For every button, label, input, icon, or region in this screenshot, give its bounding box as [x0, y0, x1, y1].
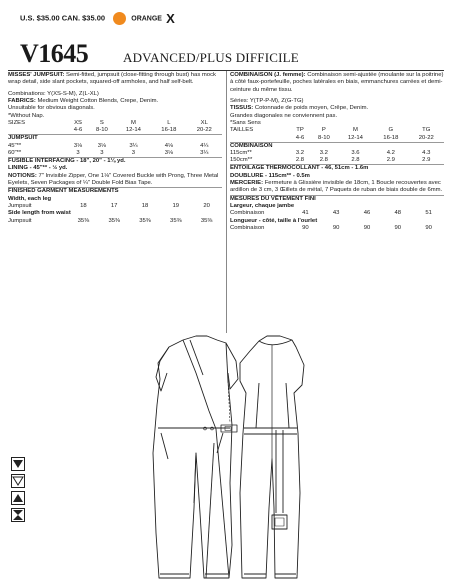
table-row: Combinaison 41 43 46 48 51 — [230, 210, 432, 217]
french-column — [230, 72, 444, 232]
notions-fr: MERCERIE: Fermeture à Glissière invisible de 18cm, 1 Boucle recouvertes avec ardillon de 3 cm, 3 Œillets de métal, 7 Paquets de ruban de biais double de 6mm. — [230, 180, 443, 194]
one-way-icon — [11, 491, 25, 505]
description-en: MISSES' JUMPSUIT: Semi-fitted, jumpsuit (close-fitting through bust) has mock wrap detail, side slant pockets, squared-off armholes, and half self-belt. — [8, 72, 216, 86]
table-row: Jumpsuit 35⅜ 35⅜ 35⅜ 35⅜ 35⅜ — [8, 217, 213, 224]
combinations-fr: Séries: Y(TP-P-M), Z(G-TG) — [230, 98, 304, 105]
jumpsuit-heading-row: COMBINAISON — [230, 142, 273, 149]
lining-fr: DOUBLURE - 115cm** - 0.5m — [230, 172, 310, 179]
interfacing-en: FUSIBLE INTERFACING - 18", 20" - 1⅛ yd. — [8, 157, 222, 165]
fabric-symbols — [11, 457, 25, 525]
sizes-numbers-row: 4-6 8-10 12-14 16-18 20-22 — [8, 127, 222, 135]
back-view-drawing — [240, 336, 304, 578]
width-table-fr — [230, 210, 444, 217]
price-line — [20, 11, 175, 26]
width-heading-en: Width, each leg — [8, 195, 52, 202]
pattern-number: V1645 — [20, 39, 89, 68]
price-text: U.S. $35.00 CAN. $35.00 — [20, 13, 106, 23]
finished-heading-fr: MESURES DU VÊTEMENT FINI — [230, 195, 444, 203]
table-row: 115cm** 3.2 3.2 3.6 4.2 4.3 — [230, 150, 431, 157]
width-heading-fr: Largeur, chaque jambe — [230, 203, 295, 210]
english-column — [8, 72, 222, 225]
fabrics-en: FABRICS: Medium Weight Cotton Blends, Crepe, Denim. — [8, 98, 159, 105]
sizes-letters-row: SIZES XS S M L XL — [8, 120, 208, 127]
table-row: 150cm** 2.8 2.8 2.8 2.9 2.9 — [230, 157, 431, 164]
lining-en: LINING - 45"** - ½ yd. — [8, 165, 68, 172]
interfacing-fr: ENTOILAGE THERMOCOLLANT - 46, 51cm - 1.6m — [230, 164, 444, 172]
fabrics-fr: TISSUS: Cotonnade de poids moyen, Crêpe, Denim. — [230, 105, 369, 112]
technical-drawing — [0, 333, 452, 584]
column-divider — [226, 71, 227, 333]
fabrics-note-en: Unsuitable for obvious diagonals. — [8, 105, 95, 112]
sizes-letters-row: TAILLES TP P M G TG — [230, 127, 431, 134]
yardage-table-fr — [230, 127, 444, 164]
description-fr: COMBINAISON (J. femme): Combinaison semi-ajustée (moulante sur la poitrine) à côté faux-portefeuille, poches latérales en biais, emmanchures carrées et demi-ceinture du même tissu. — [230, 72, 444, 93]
yardage-table-en — [8, 120, 222, 157]
nap-note-en: *Without Nap. — [8, 112, 45, 119]
width-table-en — [8, 203, 222, 210]
side-heading-en: Side length from waist — [8, 210, 71, 217]
side-heading-fr: Longueur - côté, taille à l'ourlet — [230, 217, 318, 224]
two-way-icon — [11, 508, 25, 522]
front-view-drawing — [153, 336, 238, 578]
notions-en: NOTIONS: 7" Invisible Zipper, One 1⅛" Covered Buckle with Prong, Three Metal Eyelets, Seven Packages of ¼" Double Fold Bias Tape. — [8, 172, 219, 187]
side-table-fr — [230, 225, 444, 232]
color-dot-icon — [113, 12, 126, 25]
fabrics-note-fr: Grandes diagonales ne conviennent pas. — [230, 112, 338, 119]
nap-note-fr: *Sans Sens — [230, 120, 261, 127]
finished-heading-en: FINISHED GARMENT MEASUREMENTS — [8, 187, 222, 195]
combinations-en: Combinations: Y(XS-S-M), Z(L-XL) — [8, 90, 99, 97]
side-table-en — [8, 218, 222, 225]
table-row: Combinaison 90 90 90 90 90 — [230, 225, 432, 232]
jumpsuit-heading-row: JUMPSUIT — [8, 135, 38, 142]
table-row: Jumpsuit 18 17 18 19 20 — [8, 203, 210, 210]
with-nap-icon — [11, 457, 25, 471]
table-row: 45"** 3⅛ 3⅛ 3¼ 4⅛ 4¼ — [8, 142, 209, 149]
difficulty-level: ADVANCED/PLUS DIFFICILE — [123, 50, 299, 65]
size-mark: X — [166, 11, 175, 26]
sizes-numbers-row: 4-6 8-10 12-14 16-18 20-22 — [230, 135, 444, 143]
table-row: 60"** 3 3 3 3⅛ 3¼ — [8, 149, 209, 156]
color-label: ORANGE — [131, 15, 162, 23]
without-nap-icon — [11, 474, 25, 488]
